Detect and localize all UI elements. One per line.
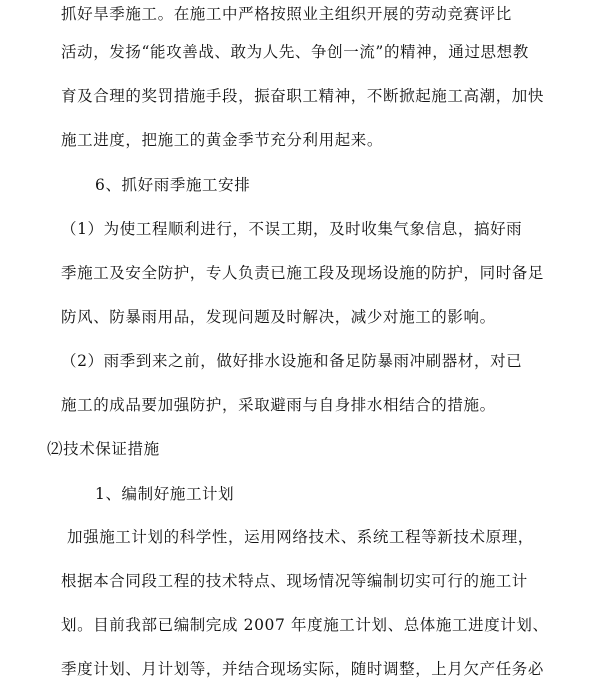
text-line: 根据本合同段工程的技术特点、现场情况等编制切实可行的施工计 [61, 572, 528, 590]
text-line: （2）雨季到来之前，做好排水设施和备足防暴雨冲刷器材，对已 [61, 352, 523, 370]
text-line: 划。目前我部已编制完成 2007 年度施工计划、总体施工进度计划、 [61, 616, 549, 634]
text-line: 季度计划、月计划等，并结合现场实际，随时调整，上月欠产任务必 [61, 660, 545, 678]
text-line: 防风、防暴雨用品，发现问题及时解决，减少对施工的影响。 [61, 308, 496, 326]
text-line: 活动，发扬“能攻善战、敢为人先、争创一流”的精神，通过思想教 [61, 43, 529, 61]
section-heading: 6、抓好雨季施工安排 [95, 176, 251, 194]
text-line: 加强施工计划的科学性，运用网络技术、系统工程等新技术原理， [67, 528, 534, 546]
text-line: 抓好旱季施工。在施工中严格按照业主组织开展的劳动竞赛评比 [61, 5, 512, 23]
text-line: 施工的成品要加强防护，采取避雨与自身排水相结合的措施。 [61, 396, 496, 414]
text-line: 季施工及安全防护，专人负责已施工段及现场设施的防护，同时备足 [61, 264, 545, 282]
section-heading: 1、编制好施工计划 [95, 485, 235, 503]
text-line: 育及合理的奖罚措施手段，振奋职工精神，不断掀起施工高潮，加快 [61, 87, 545, 105]
text-line: 施工进度，把施工的黄金季节充分利用起来。 [61, 131, 384, 149]
section-heading: ⑵技术保证措施 [47, 440, 160, 458]
text-line: （1）为使工程顺利进行，不误工期，及时收集气象信息，搞好雨 [61, 220, 523, 238]
